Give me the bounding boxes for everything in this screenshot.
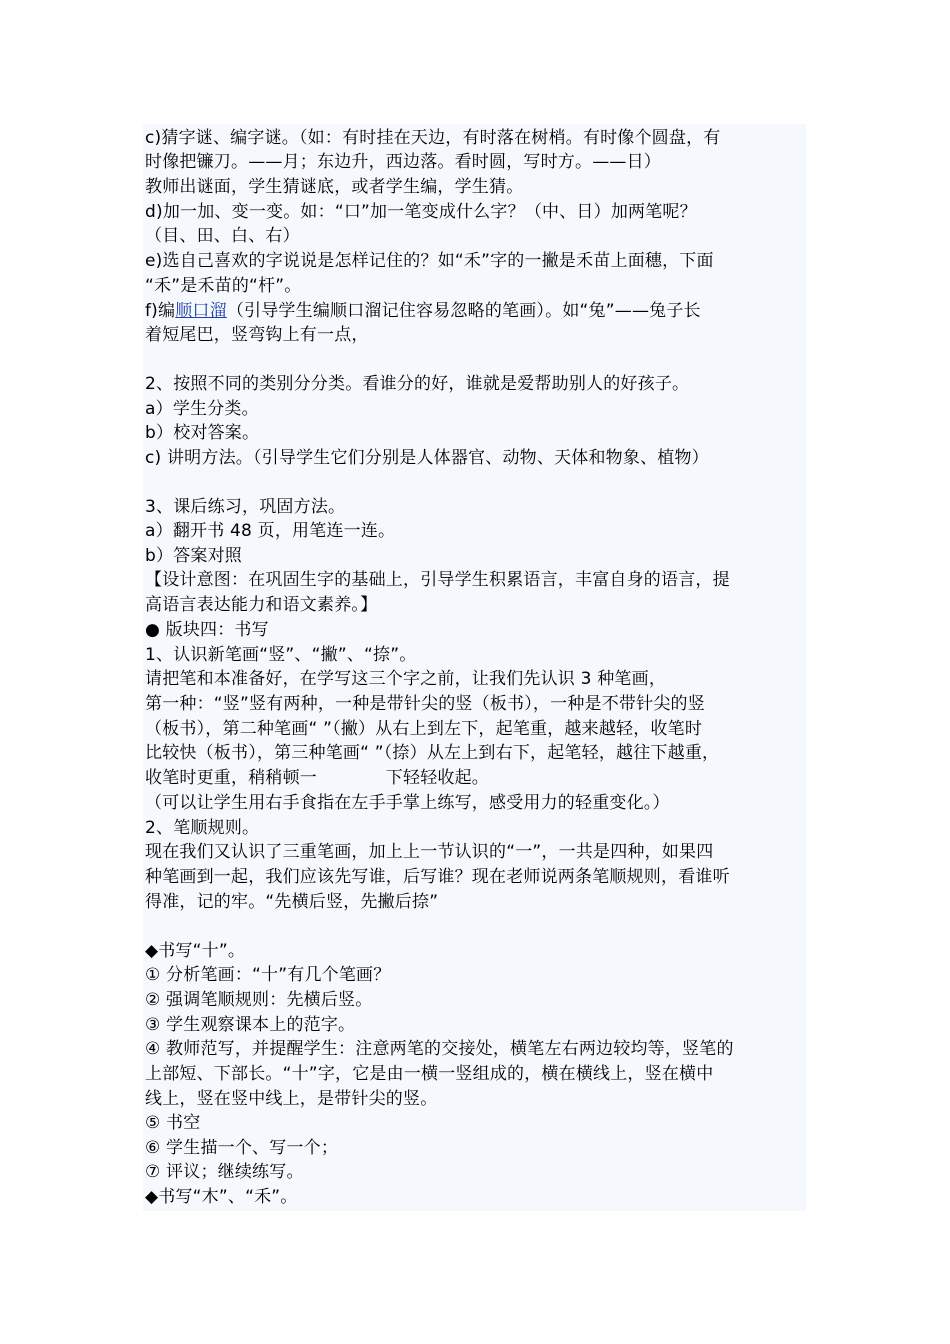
document-line: ◆书写“木”、“禾”。: [145, 1187, 298, 1207]
document-line: 上部短、下部长。“十”字，它是由一横一竖组成的，横在横线上，竖在横中: [145, 1064, 714, 1084]
document-line: （可以让学生用右手食指在左手手掌上练写，感受用力的轻重变化。）: [145, 793, 670, 813]
document-line: 种笔画到一起，我们应该先写谁，后写谁？现在老师说两条笔顺规则，看谁听: [145, 867, 730, 887]
document-line: ⑤ 书空: [145, 1113, 201, 1133]
document-line: b）答案对照: [145, 546, 242, 566]
document-line: 收笔时更重，稍稍顿一 下轻轻收起。: [145, 768, 489, 788]
document-line: 3、课后练习，巩固方法。: [145, 497, 346, 517]
document-line: （目、田、白、右）: [145, 226, 300, 246]
document-line: 1、认识新笔画“竖”、“撇”、“捺”。: [145, 645, 417, 665]
document-line: 第一种：“竖”竖有两种，一种是带针尖的竖（板书），一种是不带针尖的竖: [145, 694, 705, 714]
document-line: 高语言表达能力和语文素养。】: [145, 595, 378, 615]
document-line: ③ 学生观察课本上的范字。: [145, 1015, 356, 1035]
document-line: e)选自己喜欢的字说说是怎样记住的？如“禾”字的一撇是禾苗上面穗，下面: [145, 251, 714, 271]
document-line: ⑥ 学生描一个、写一个；: [145, 1138, 339, 1158]
document-line: 教师出谜面，学生猜谜底，或者学生编，学生猜。: [145, 177, 524, 197]
document-line: 得准，记的牢。“先横后竖，先撇后捺”: [145, 892, 439, 912]
document-line: d)加一加、变一变。如：“口”加一笔变成什么字？（中、日）加两笔呢？: [145, 202, 697, 222]
document-line: a）学生分类。: [145, 399, 259, 419]
document-line: “禾”是禾苗的“杆”。: [145, 276, 302, 296]
document-line: c)猜字谜、编字谜。（如：有时挂在天边，有时落在树梢。有时像个圆盘，有: [145, 128, 721, 148]
document-line: ◆书写“十”。: [145, 941, 246, 961]
document-line: ● 版块四：书写: [145, 620, 269, 640]
document-line: （板书），第二种笔画“ ”（撇）从右上到左下，起笔重，越来越轻，收笔时: [145, 719, 703, 739]
document-line: b）校对答案。: [145, 423, 260, 443]
shunkouliu-link[interactable]: 顺口溜: [175, 301, 227, 321]
line-text-before: f)编: [145, 301, 176, 321]
document-line: a）翻开书 48 页，用笔连一连。: [145, 521, 396, 541]
document-line: ④ 教师范写，并提醒学生：注意两笔的交接处，横笔左右两边较均等，竖笔的: [145, 1039, 734, 1059]
document-line: ① 分析笔画：“十”有几个笔画？: [145, 965, 391, 985]
document-line: 现在我们又认识了三重笔画，加上上一节认识的“一”，一共是四种，如果四: [145, 842, 714, 862]
document-line: 2、按照不同的类别分分类。看谁分的好，谁就是爱帮助别人的好孩子。: [145, 374, 690, 394]
document-line: 着短尾巴，竖弯钩上有一点，: [145, 325, 369, 345]
document-line: 时像把镰刀。——月；东边升，西边落。看时圆，写时方。——日）: [145, 152, 661, 172]
document-line: 2、笔顺规则。: [145, 818, 260, 838]
line-text-after: （引导学生编顺口溜记住容易忽略的笔画）。如“兔”——兔子长: [226, 301, 701, 321]
document-line: ⑦ 评议；继续练写。: [145, 1162, 304, 1182]
document-line: 线上，竖在竖中线上，是带针尖的竖。: [145, 1089, 438, 1109]
document-line: 【设计意图：在巩固生字的基础上，引导学生积累语言，丰富自身的语言，提: [145, 570, 730, 590]
document-line: 比较快（板书），第三种笔画“ ”（捺）从左上到右下，起笔轻，越往下越重，: [145, 743, 720, 763]
document-line: c) 讲明方法。（引导学生它们分别是人体器官、动物、天体和物象、植物）: [145, 448, 709, 468]
document-line: ② 强调笔顺规则：先横后竖。: [145, 990, 373, 1010]
document-line: [145, 299, 701, 323]
document-line: 请把笔和本准备好，在学写这三个字之前，让我们先认识 3 种笔画，: [145, 669, 667, 689]
